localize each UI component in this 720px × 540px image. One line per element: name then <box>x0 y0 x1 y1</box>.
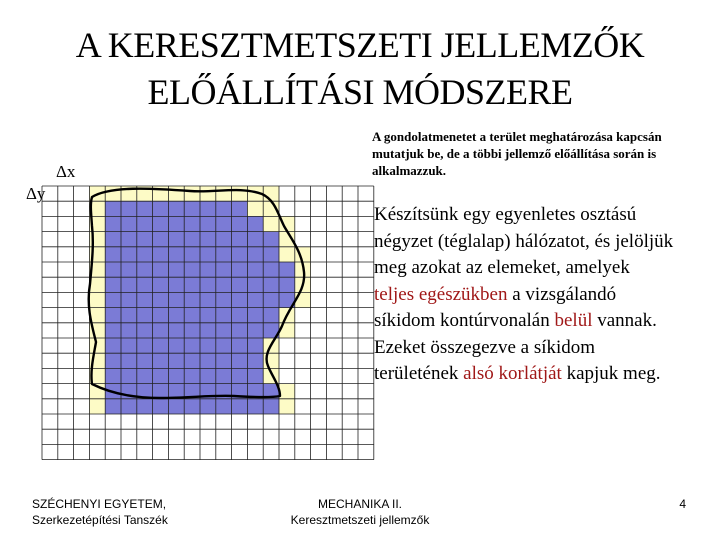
inner-cell <box>153 323 169 338</box>
inner-cell <box>168 216 184 231</box>
inner-cell <box>121 353 137 368</box>
inner-cell <box>153 353 169 368</box>
inner-cell <box>216 353 232 368</box>
inner-cell <box>216 338 232 353</box>
inner-cell <box>121 232 137 247</box>
inner-cell <box>200 277 216 292</box>
inner-cell <box>168 247 184 262</box>
inner-cell <box>105 368 121 383</box>
partial-cell <box>263 186 279 201</box>
inner-cell <box>247 232 263 247</box>
inner-cell <box>137 247 153 262</box>
inner-cell <box>232 323 248 338</box>
title-line-2: ELŐÁLLÍTÁSI MÓDSZERE <box>147 72 573 112</box>
inner-cell <box>184 399 200 414</box>
partial-cell <box>89 338 105 353</box>
inner-cell <box>247 262 263 277</box>
page-number: 4 <box>679 497 686 511</box>
partial-cell <box>184 186 200 201</box>
inner-cell <box>168 308 184 323</box>
partial-cell <box>89 399 105 414</box>
inner-cell <box>263 399 279 414</box>
inner-cell <box>168 292 184 307</box>
inner-cell <box>184 338 200 353</box>
inner-cell <box>105 292 121 307</box>
intro-text: A gondolatmenetet a terület meghatározása kapcsán mutatjuk be, de a többi jellemző előállítása során is alkalmazzuk. <box>372 129 662 178</box>
inner-cell <box>121 247 137 262</box>
inner-cell <box>184 368 200 383</box>
inner-cell <box>137 353 153 368</box>
inner-cell <box>232 353 248 368</box>
footer-course-line-1: MECHANIKA II. <box>317 497 403 511</box>
partial-cell <box>263 216 279 231</box>
inner-cell <box>153 308 169 323</box>
footer-institution <box>32 496 168 528</box>
inner-cell <box>200 232 216 247</box>
delta-y-label: Δy <box>26 184 46 203</box>
inner-cell <box>153 399 169 414</box>
partial-cell <box>279 247 295 262</box>
inner-cell <box>247 216 263 231</box>
inner-cell <box>137 292 153 307</box>
inner-cell <box>168 353 184 368</box>
title-line-1: A KERESZTMETSZETI JELLEMZŐK <box>75 25 645 65</box>
inner-cell <box>153 247 169 262</box>
partial-cell <box>247 201 263 216</box>
body-text-4: kapjuk meg. <box>561 363 661 384</box>
inner-cell <box>184 277 200 292</box>
footer-institution-line-1: SZÉCHENYI EGYETEM, <box>32 497 167 511</box>
inner-cell <box>153 338 169 353</box>
inner-cell <box>263 232 279 247</box>
inner-cell <box>200 216 216 231</box>
inner-cell <box>153 292 169 307</box>
inner-cell <box>168 399 184 414</box>
inner-cell <box>216 232 232 247</box>
inner-cell <box>137 338 153 353</box>
inner-cell <box>137 262 153 277</box>
inner-cell <box>232 232 248 247</box>
inner-cell <box>184 308 200 323</box>
inner-cell <box>247 338 263 353</box>
inner-cell <box>105 338 121 353</box>
partial-cell <box>168 186 184 201</box>
inner-cell <box>200 338 216 353</box>
inner-cell <box>184 247 200 262</box>
inner-cell <box>247 353 263 368</box>
inner-cell <box>105 262 121 277</box>
inner-cell <box>105 353 121 368</box>
inner-cell <box>216 262 232 277</box>
inner-cell <box>105 277 121 292</box>
inner-cell <box>200 262 216 277</box>
inner-cell <box>232 338 248 353</box>
inner-cell <box>121 323 137 338</box>
inner-cell <box>168 323 184 338</box>
inner-cell <box>184 216 200 231</box>
inner-cell <box>200 308 216 323</box>
inner-cell <box>168 232 184 247</box>
inner-cell <box>137 323 153 338</box>
inner-cell <box>247 247 263 262</box>
partial-cell <box>279 384 295 399</box>
delta-x-label: Δx <box>56 162 76 181</box>
inner-cell <box>200 292 216 307</box>
inner-cell <box>153 384 169 399</box>
inner-cell <box>137 201 153 216</box>
body-text-1: Készítsünk egy egyenletes osztású négyzet (téglalap) hálózatot, és jelöljük meg azokat az elemeket, amelyek <box>374 204 674 278</box>
inner-cell <box>121 368 137 383</box>
inner-cell <box>216 292 232 307</box>
inner-cell <box>137 399 153 414</box>
body-paragraph <box>374 202 674 388</box>
inner-cell <box>168 262 184 277</box>
inner-cell <box>263 277 279 292</box>
inner-cell <box>184 292 200 307</box>
inner-cell <box>153 201 169 216</box>
inner-cell <box>137 277 153 292</box>
inner-cell <box>200 247 216 262</box>
inner-cell <box>105 323 121 338</box>
inner-cell <box>216 308 232 323</box>
inner-cell <box>153 262 169 277</box>
inner-cell <box>200 353 216 368</box>
inner-cell <box>232 216 248 231</box>
partial-cell <box>295 292 311 307</box>
inner-cell <box>247 292 263 307</box>
footer-institution-line-2: Szerkezetépítési Tanszék <box>32 513 168 527</box>
partial-cell <box>279 399 295 414</box>
inner-cell <box>121 338 137 353</box>
inner-cell <box>121 216 137 231</box>
highlight-teljes: teljes egészükben <box>374 283 508 305</box>
body-text-3: vannak. Ezeket összegezve a síkidom területének <box>374 310 657 384</box>
inner-cell <box>153 368 169 383</box>
inner-cell <box>137 308 153 323</box>
inner-cell <box>216 399 232 414</box>
inner-cell <box>263 308 279 323</box>
inner-cell <box>121 399 137 414</box>
inner-cell <box>184 353 200 368</box>
inner-cell <box>121 262 137 277</box>
partial-cell <box>216 186 232 201</box>
inner-cell <box>279 262 295 277</box>
inner-cell <box>232 308 248 323</box>
partial-cell <box>89 292 105 307</box>
inner-cell <box>184 323 200 338</box>
inner-cell <box>105 216 121 231</box>
highlight-belul: belül <box>554 310 593 331</box>
inner-cell <box>121 201 137 216</box>
inner-cell <box>153 216 169 231</box>
inner-cell <box>121 292 137 307</box>
inner-cell <box>137 368 153 383</box>
footer-course <box>270 496 450 528</box>
footer-course-line-2: Keresztmetszeti jellemzők <box>290 513 430 527</box>
inner-cell <box>263 247 279 262</box>
inner-cell <box>263 262 279 277</box>
inner-cell <box>200 201 216 216</box>
highlight-also-korlat: alsó korlátját <box>463 363 562 384</box>
inner-cell <box>200 323 216 338</box>
inner-cell <box>105 201 121 216</box>
inner-cell <box>247 368 263 383</box>
inner-cell <box>105 399 121 414</box>
partial-cell <box>232 186 248 201</box>
inner-cell <box>200 399 216 414</box>
inner-cell <box>121 308 137 323</box>
inner-cell <box>168 201 184 216</box>
inner-cell <box>232 262 248 277</box>
inner-cell <box>216 368 232 383</box>
inner-cell <box>216 201 232 216</box>
inner-cell <box>168 368 184 383</box>
inner-cell <box>232 277 248 292</box>
inner-cell <box>232 292 248 307</box>
inner-cell <box>232 201 248 216</box>
inner-cell <box>247 308 263 323</box>
inner-cell <box>247 323 263 338</box>
inner-cell <box>216 323 232 338</box>
inner-cell <box>200 368 216 383</box>
inner-cell <box>168 277 184 292</box>
inner-cell <box>137 216 153 231</box>
inner-cell <box>232 368 248 383</box>
inner-cell <box>232 399 248 414</box>
inner-cell <box>137 232 153 247</box>
inner-cell <box>105 247 121 262</box>
inner-cell <box>121 277 137 292</box>
inner-cell <box>184 262 200 277</box>
inner-cell <box>216 216 232 231</box>
inner-cell <box>216 277 232 292</box>
inner-cell <box>168 338 184 353</box>
body-text-2: a vizsgálandó síkidom kontúrvonalán <box>374 283 617 331</box>
inner-cell <box>153 277 169 292</box>
inner-cell <box>216 247 232 262</box>
inner-cell <box>232 247 248 262</box>
inner-cell <box>153 232 169 247</box>
inner-cell <box>105 232 121 247</box>
partial-cell <box>105 186 121 201</box>
inner-cell <box>184 201 200 216</box>
partial-cell <box>89 277 105 292</box>
partial-cell <box>200 186 216 201</box>
inner-cell <box>184 232 200 247</box>
inner-cell <box>247 399 263 414</box>
inner-cell <box>263 292 279 307</box>
inner-cell <box>279 277 295 292</box>
inner-cell <box>105 308 121 323</box>
inner-cell <box>247 277 263 292</box>
